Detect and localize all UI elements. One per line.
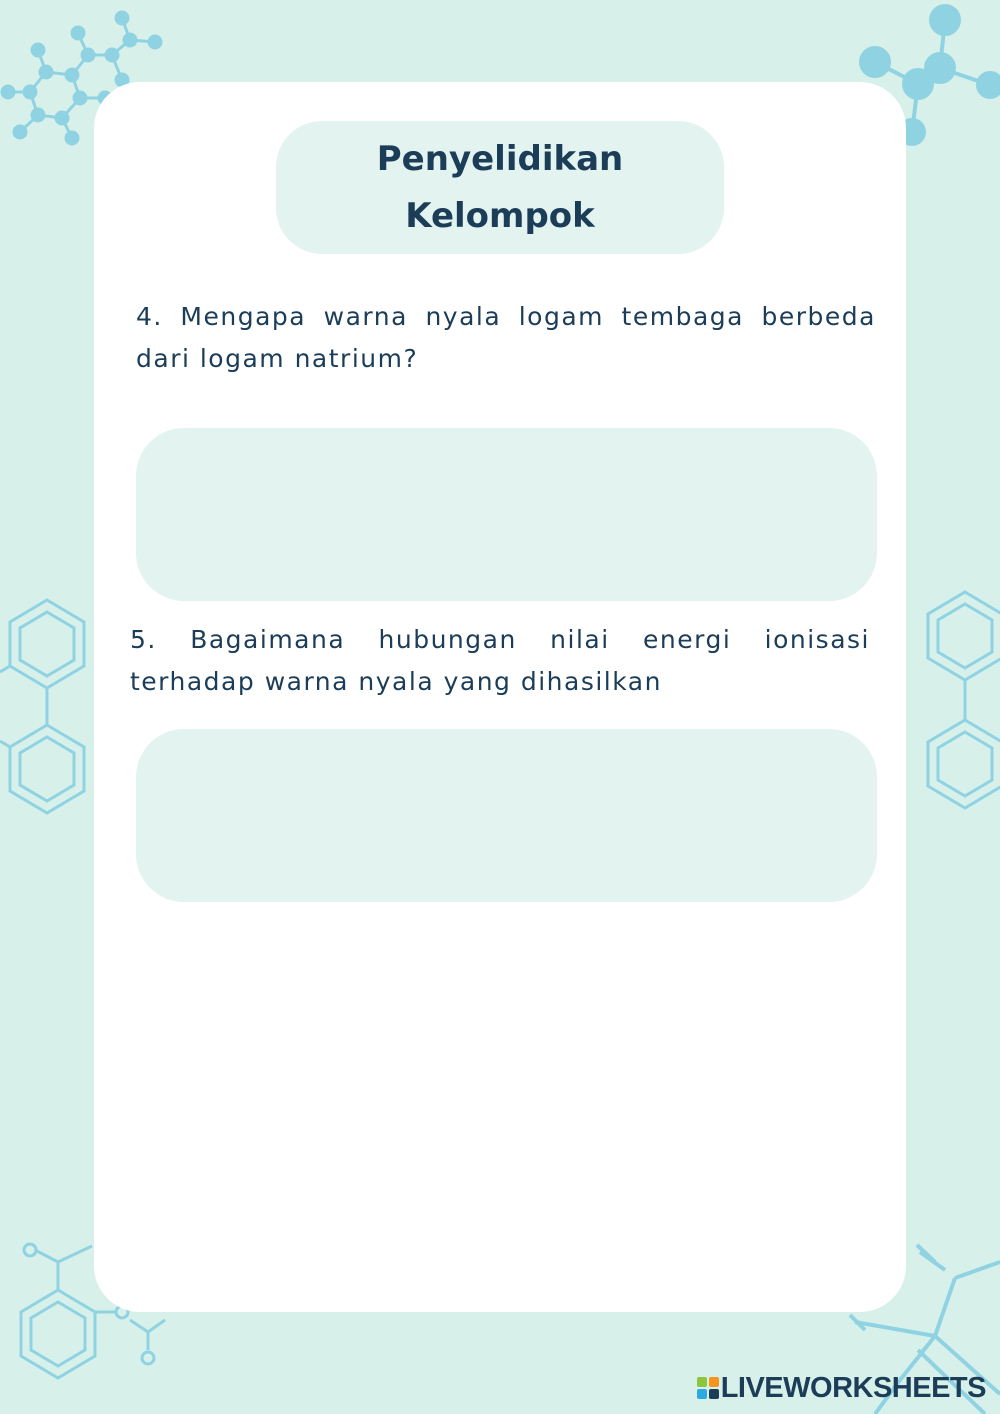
- liveworksheets-brand[interactable]: [697, 1370, 986, 1406]
- question-4: 4. Mengapa warna nyala logam tembaga berbeda dari logam natrium?: [136, 302, 876, 373]
- answer-box-5[interactable]: [136, 729, 877, 902]
- question-5: 5. Bagaimana hubungan nilai energi ionisasi terhadap warna nyala yang dihasilkan: [130, 625, 870, 696]
- title-box: [276, 121, 724, 254]
- benzene-ring-icon: [0, 600, 84, 813]
- liveworksheets-logo-icon: [697, 1377, 719, 1399]
- benzene-ring-icon: [928, 592, 1000, 808]
- brand-name: LIVEWORKSHEETS: [720, 1371, 986, 1404]
- answer-box-4[interactable]: [136, 428, 877, 601]
- page-title: Penyelidikan Kelompok: [376, 138, 624, 236]
